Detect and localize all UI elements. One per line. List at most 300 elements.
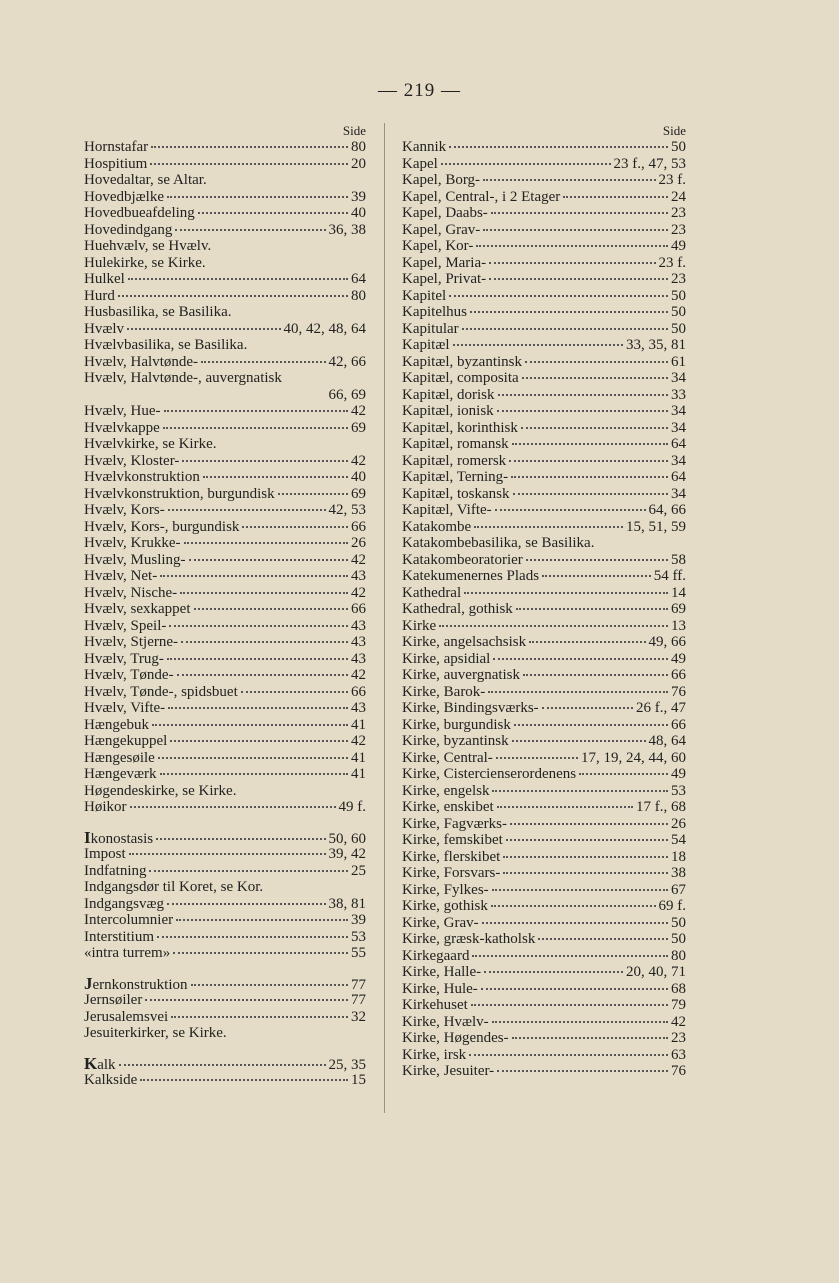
leader-dots: [470, 311, 668, 313]
index-term: Kapel, Daabs-: [402, 205, 488, 221]
page-reference: 49: [671, 766, 686, 782]
leader-dots: [449, 295, 668, 297]
index-term: Jesuiterkirker, se Kirke.: [84, 1025, 227, 1041]
index-term: Høikor: [84, 799, 127, 815]
page-reference: 13: [671, 617, 686, 634]
index-entry: [402, 634, 686, 651]
leader-dots: [164, 410, 348, 412]
index-entry: [84, 189, 366, 206]
index-entry: [402, 568, 686, 585]
leader-dots: [509, 460, 668, 462]
index-entry: [84, 651, 366, 668]
index-term: Kapitelhus: [402, 304, 467, 320]
leader-dots: [151, 146, 348, 148]
page-reference: 64: [671, 436, 686, 452]
index-term: Kapel, Maria-: [402, 254, 487, 271]
index-entry: [84, 486, 366, 503]
index-term: Kirke: [402, 617, 437, 634]
page-reference: 49: [671, 650, 686, 667]
index-term: Kapitæl, Terning-: [402, 469, 509, 485]
index-term: Kapitæl, korinthisk: [402, 419, 518, 436]
leader-dots: [149, 870, 348, 872]
index-term: Hvælvkappe: [84, 419, 160, 436]
index-entry: [402, 700, 686, 717]
leader-dots: [130, 806, 336, 808]
leader-dots: [158, 757, 348, 759]
index-term: Interstitium: [84, 928, 154, 945]
index-entry: [84, 1025, 366, 1042]
index-entry: [84, 370, 366, 387]
index-entry: [402, 271, 686, 288]
page-reference: 23: [671, 205, 686, 221]
leader-dots: [168, 707, 348, 709]
page-reference: 39: [351, 188, 366, 205]
index-term: Kirke, femskibet: [402, 832, 503, 848]
index-term: Katakombeoratorier: [402, 551, 523, 568]
page-reference: 50: [671, 139, 686, 155]
index-entry: [84, 601, 366, 618]
leader-dots: [522, 377, 668, 379]
index-term: Kapitæl, byzantinsk: [402, 353, 522, 370]
page-reference: 68: [671, 980, 686, 997]
page-reference: 43: [351, 650, 366, 667]
index-entry: [84, 139, 366, 156]
leader-dots: [119, 1064, 326, 1066]
leader-dots: [157, 936, 348, 938]
index-entry: [84, 387, 366, 404]
page-reference: 23 f.: [658, 172, 686, 188]
index-entry: [402, 453, 686, 470]
leader-dots: [472, 955, 668, 957]
index-term: Hvælv, Speil-: [84, 617, 167, 634]
leader-dots: [152, 724, 348, 726]
index-term: Kathedral, gothisk: [402, 601, 513, 617]
index-entry: [402, 601, 686, 618]
index-entry: [84, 766, 366, 783]
leader-dots: [175, 229, 325, 231]
leader-dots: [542, 575, 651, 577]
index-term: Jerusalemsvei: [84, 1008, 169, 1025]
index-entry: [84, 1053, 366, 1073]
page-reference: 34: [671, 485, 686, 502]
index-term: Hulekirke, se Kirke.: [84, 254, 206, 271]
leader-dots: [177, 674, 348, 676]
index-term: Hvælvkirke, se Kirke.: [84, 436, 217, 452]
index-entry: [84, 618, 366, 635]
index-term: Kapel, Borg-: [402, 172, 481, 188]
index-entry: [402, 832, 686, 849]
leader-dots: [484, 971, 623, 973]
index-entry: [402, 898, 686, 915]
index-entry: [402, 436, 686, 453]
page-reference: 42: [351, 452, 366, 469]
index-entry: [84, 436, 366, 453]
index-entry: [402, 783, 686, 800]
index-entry: [84, 846, 366, 863]
page-reference: 42: [351, 733, 366, 749]
page-reference: 63: [671, 1046, 686, 1063]
index-entry: [84, 634, 366, 651]
leader-dots: [512, 443, 668, 445]
page-reference: 53: [671, 782, 686, 799]
leader-dots: [489, 278, 668, 280]
index-entry: [402, 222, 686, 239]
index-term: Kirkehuset: [402, 997, 468, 1013]
index-term: Kalkside: [84, 1072, 138, 1088]
index-term: Hængeværk: [84, 766, 157, 782]
index-column-left: [84, 123, 366, 1089]
leader-dots: [474, 526, 623, 528]
leader-dots: [506, 839, 668, 841]
index-term: Kapitæl, toskansk: [402, 485, 510, 502]
index-entry: [84, 717, 366, 734]
index-entry: [84, 879, 366, 896]
page-reference: 50: [671, 931, 686, 947]
index-term: Hængekuppel: [84, 733, 168, 749]
leader-dots: [241, 691, 348, 693]
page-reference: 69: [351, 485, 366, 502]
page-reference: 17 f., 68: [636, 799, 686, 815]
leader-dots: [168, 509, 326, 511]
index-entry: [402, 469, 686, 486]
index-term: Hornstafar: [84, 139, 149, 155]
leader-dots: [203, 476, 348, 478]
index-entry: [84, 156, 366, 173]
index-entry: [84, 304, 366, 321]
leader-dots: [453, 344, 624, 346]
leader-dots: [579, 773, 668, 775]
index-term: Kirke, gothisk: [402, 898, 488, 914]
index-entry: [84, 403, 366, 420]
index-term: Hvælv, Tønde-, spidsbuet: [84, 683, 238, 700]
leader-dots: [129, 853, 326, 855]
index-entry: [402, 321, 686, 338]
index-term: Hvælv, Stjerne-: [84, 634, 179, 650]
column-divider: [384, 123, 385, 1113]
page-reference: 36, 38: [328, 221, 366, 238]
index-term: Hvælv, Vifte-: [84, 700, 166, 716]
leader-dots: [497, 410, 668, 412]
leader-dots: [497, 1070, 668, 1072]
index-entry: [402, 733, 686, 750]
leader-dots: [526, 559, 668, 561]
index-entry: [402, 189, 686, 206]
page-reference: 69 f.: [658, 898, 686, 914]
leader-dots: [483, 229, 668, 231]
leader-dots: [184, 542, 348, 544]
index-term: Kapitæl: [402, 337, 450, 353]
page-reference: 64: [351, 271, 366, 287]
page-reference: 32: [351, 1008, 366, 1025]
index-term: Kirke, flerskibet: [402, 848, 501, 865]
index-entry: [402, 766, 686, 783]
page-reference: 43: [351, 617, 366, 634]
page-reference: 76: [671, 1063, 686, 1079]
index-entry: [84, 929, 366, 946]
leader-dots: [503, 872, 668, 874]
leader-dots: [127, 328, 280, 330]
index-term: Kirke, Grav-: [402, 914, 479, 931]
leader-dots: [511, 476, 668, 478]
page-reference: 25, 35: [328, 1056, 366, 1073]
index-entry: [84, 750, 366, 767]
page-reference: 26: [671, 815, 686, 832]
index-term: Hovedindgang: [84, 221, 173, 238]
index-entry: [402, 667, 686, 684]
index-term: Huehvælv, se Hvælv.: [84, 238, 212, 254]
page-reference: 42: [671, 1013, 686, 1030]
page-reference: 42: [351, 584, 366, 601]
index-term: Kirke, Hvælv-: [402, 1013, 489, 1030]
leader-dots: [469, 1054, 668, 1056]
index-term: Kirke, engelsk: [402, 782, 490, 799]
index-entry: [84, 912, 366, 929]
index-entry: [402, 337, 686, 354]
index-entry: [402, 304, 686, 321]
page-reference: 66: [671, 667, 686, 683]
leader-dots: [160, 773, 349, 775]
index-entry: [84, 945, 366, 962]
index-term: Hvælv, Trug-: [84, 650, 164, 667]
index-term: Kirke, græsk-katholsk: [402, 931, 536, 947]
leader-dots: [491, 212, 668, 214]
index-entry: [402, 519, 686, 536]
index-term: Kirke, Fylkes-: [402, 881, 489, 898]
leader-dots: [492, 790, 668, 792]
index-entry: [84, 321, 366, 338]
leader-dots: [167, 903, 326, 905]
index-term: Indgangsdør til Koret, se Kor.: [84, 879, 264, 895]
leader-dots: [191, 984, 349, 986]
index-term: Hængesøile: [84, 749, 155, 766]
leader-dots: [498, 394, 669, 396]
leader-dots: [492, 889, 668, 891]
leader-dots: [483, 179, 655, 181]
index-term: Kapel, Central-, i 2 Etager: [402, 188, 561, 205]
leader-dots: [496, 757, 578, 759]
page-reference: 50: [671, 914, 686, 931]
index-term: Kapitular: [402, 320, 459, 337]
leader-dots: [171, 1016, 348, 1018]
index-term: Kirke, Halle-: [402, 964, 482, 980]
page-reference: 49, 66: [648, 634, 686, 650]
page-reference: 76: [671, 683, 686, 700]
index-term: Hvælv, sexkappet: [84, 601, 191, 617]
page-reference: 38: [671, 865, 686, 881]
leader-dots: [176, 919, 348, 921]
index-entries-right: [402, 139, 686, 1080]
leader-dots: [160, 575, 348, 577]
index-entry: [402, 849, 686, 866]
leader-dots: [482, 922, 668, 924]
index-entry: [84, 667, 366, 684]
leader-dots: [491, 905, 656, 907]
page-reference: 42, 66: [328, 353, 366, 370]
index-term: Kapitæl, romersk: [402, 452, 507, 469]
leader-dots: [513, 493, 669, 495]
index-term: Hvælv: [84, 320, 125, 337]
leader-dots: [180, 592, 348, 594]
index-entry: [84, 453, 366, 470]
index-term: Kapel, Privat-: [402, 271, 487, 287]
index-term: Jernsøiler: [84, 992, 143, 1008]
page-reference: 54: [671, 832, 686, 848]
page-reference: 15: [351, 1072, 366, 1088]
page-reference: 14: [671, 584, 686, 601]
index-term: Husbasilika, se Basilika.: [84, 304, 232, 320]
index-entry: [84, 992, 366, 1009]
page-reference: 41: [351, 766, 366, 782]
index-entry: [402, 618, 686, 635]
page-reference: 33: [671, 386, 686, 403]
page-reference: 23: [671, 271, 686, 287]
page-reference: 23 f.: [658, 254, 686, 271]
index-term: Hvælvbasilika, se Basilika.: [84, 337, 248, 353]
index-term: Hvælvkonstruktion, burgundisk: [84, 485, 275, 502]
page-reference: 66, 69: [328, 386, 366, 403]
index-term: Jernkonstruktion: [84, 973, 188, 993]
page-reference: 26 f., 47: [636, 700, 686, 716]
index-term: Kapel: [402, 155, 438, 172]
index-term: Hvælv, Tønde-: [84, 667, 174, 683]
leader-dots: [523, 674, 668, 676]
index-entry: [402, 172, 686, 189]
index-entry: [402, 552, 686, 569]
index-entry: [84, 684, 366, 701]
page-reference: 23: [671, 221, 686, 238]
leader-dots: [145, 999, 348, 1001]
leader-dots: [525, 361, 668, 363]
index-term: Kirkegaard: [402, 947, 470, 964]
leader-dots: [495, 509, 646, 511]
leader-dots: [242, 526, 348, 528]
page-reference: 50: [671, 304, 686, 320]
page-reference: 20: [351, 155, 366, 172]
page-reference: 23 f., 47, 53: [613, 155, 686, 172]
index-term: Kirke, Jesuiter-: [402, 1063, 495, 1079]
page-reference: 49 f.: [338, 799, 366, 815]
index-term: Kirke, Høgendes-: [402, 1030, 509, 1046]
index-term: Kapitæl, romansk: [402, 436, 509, 452]
index-term: Hvælv, Hue-: [84, 403, 161, 419]
index-entry: [402, 486, 686, 503]
index-entry: [402, 882, 686, 899]
index-entry: [402, 156, 686, 173]
index-term: «intra turrem»: [84, 945, 171, 961]
index-term: Intercolumnier: [84, 912, 174, 928]
index-entry: [84, 271, 366, 288]
page-reference: 34: [671, 419, 686, 436]
index-entry: [84, 783, 366, 800]
index-term: Hurd: [84, 287, 115, 304]
index-term: Kirke, Hule-: [402, 980, 478, 997]
index-term: Kirke, Barok-: [402, 683, 486, 700]
leader-dots: [170, 740, 348, 742]
index-entry: [402, 387, 686, 404]
index-term: Hvælv, Kors-: [84, 502, 165, 518]
index-term: Kapel, Grav-: [402, 221, 481, 238]
index-entry: [402, 865, 686, 882]
page-reference: 42: [351, 667, 366, 683]
page-reference: 50: [671, 287, 686, 304]
leader-dots: [542, 707, 633, 709]
index-term: Høgendeskirke, se Kirke.: [84, 782, 237, 799]
index-entries-left: [84, 139, 366, 1089]
index-entry: [84, 568, 366, 585]
index-term: Katakombe: [402, 518, 472, 535]
index-entry: [84, 799, 366, 816]
page-reference: 80: [351, 287, 366, 304]
index-entry: [84, 337, 366, 354]
index-term: Hvælv, Halvtønde-, auvergnatisk: [84, 370, 282, 386]
index-term: Kapitæl, Vifte-: [402, 502, 492, 518]
leader-dots: [497, 806, 633, 808]
leader-dots: [488, 691, 668, 693]
index-term: Kirke, Fagværks-: [402, 815, 507, 832]
page-reference: 53: [351, 928, 366, 945]
index-entry: [402, 684, 686, 701]
page-reference: 42, 53: [328, 502, 366, 518]
page-reference: 42: [351, 403, 366, 419]
index-entry: [84, 585, 366, 602]
page-reference: 49: [671, 238, 686, 254]
page-reference: 23: [671, 1030, 686, 1046]
page-reference: 18: [671, 848, 686, 865]
page-reference: 24: [671, 188, 686, 205]
leader-dots: [481, 988, 668, 990]
index-term: Hængebuk: [84, 716, 149, 733]
index-term: Hvælv, Net-: [84, 568, 158, 584]
index-entry: [402, 1047, 686, 1064]
index-term: Kirke, Bindingsværks-: [402, 700, 539, 716]
index-entry: [402, 585, 686, 602]
index-term: Kathedral: [402, 584, 462, 601]
index-entry: [402, 535, 686, 552]
index-entry: [402, 948, 686, 965]
leader-dots: [194, 608, 348, 610]
page-reference: 39, 42: [328, 846, 366, 862]
index-term: Hvælv, Krukke-: [84, 535, 181, 551]
page-reference: 54 ff.: [653, 568, 686, 584]
page-reference: 43: [351, 568, 366, 584]
index-entry: [402, 238, 686, 255]
index-term: Kirke, irsk: [402, 1046, 467, 1063]
index-entry: [402, 997, 686, 1014]
page-reference: 67: [671, 881, 686, 898]
index-term: Ikonostasis: [84, 827, 154, 847]
index-entry: [402, 931, 686, 948]
leader-dots: [198, 212, 348, 214]
page-reference: 43: [351, 700, 366, 716]
index-entry: [84, 238, 366, 255]
page-reference: 34: [671, 370, 686, 386]
index-term: Katakombebasilika, se Basilika.: [402, 535, 595, 551]
page-reference: 33, 35, 81: [626, 337, 686, 353]
index-entry: [402, 981, 686, 998]
index-term: Kapel, Kor-: [402, 238, 474, 254]
page-reference: 64: [671, 469, 686, 485]
leader-dots: [521, 427, 668, 429]
page-reference: 61: [671, 353, 686, 370]
page-reference: 48, 64: [648, 733, 686, 749]
index-term: Hvælv, Kloster-: [84, 452, 180, 469]
page-number: — 219 —: [378, 80, 461, 101]
index-entry: [84, 222, 366, 239]
index-entry: [402, 255, 686, 272]
page-reference: 34: [671, 452, 686, 469]
index-entry: [84, 700, 366, 717]
index-entry: [402, 750, 686, 767]
